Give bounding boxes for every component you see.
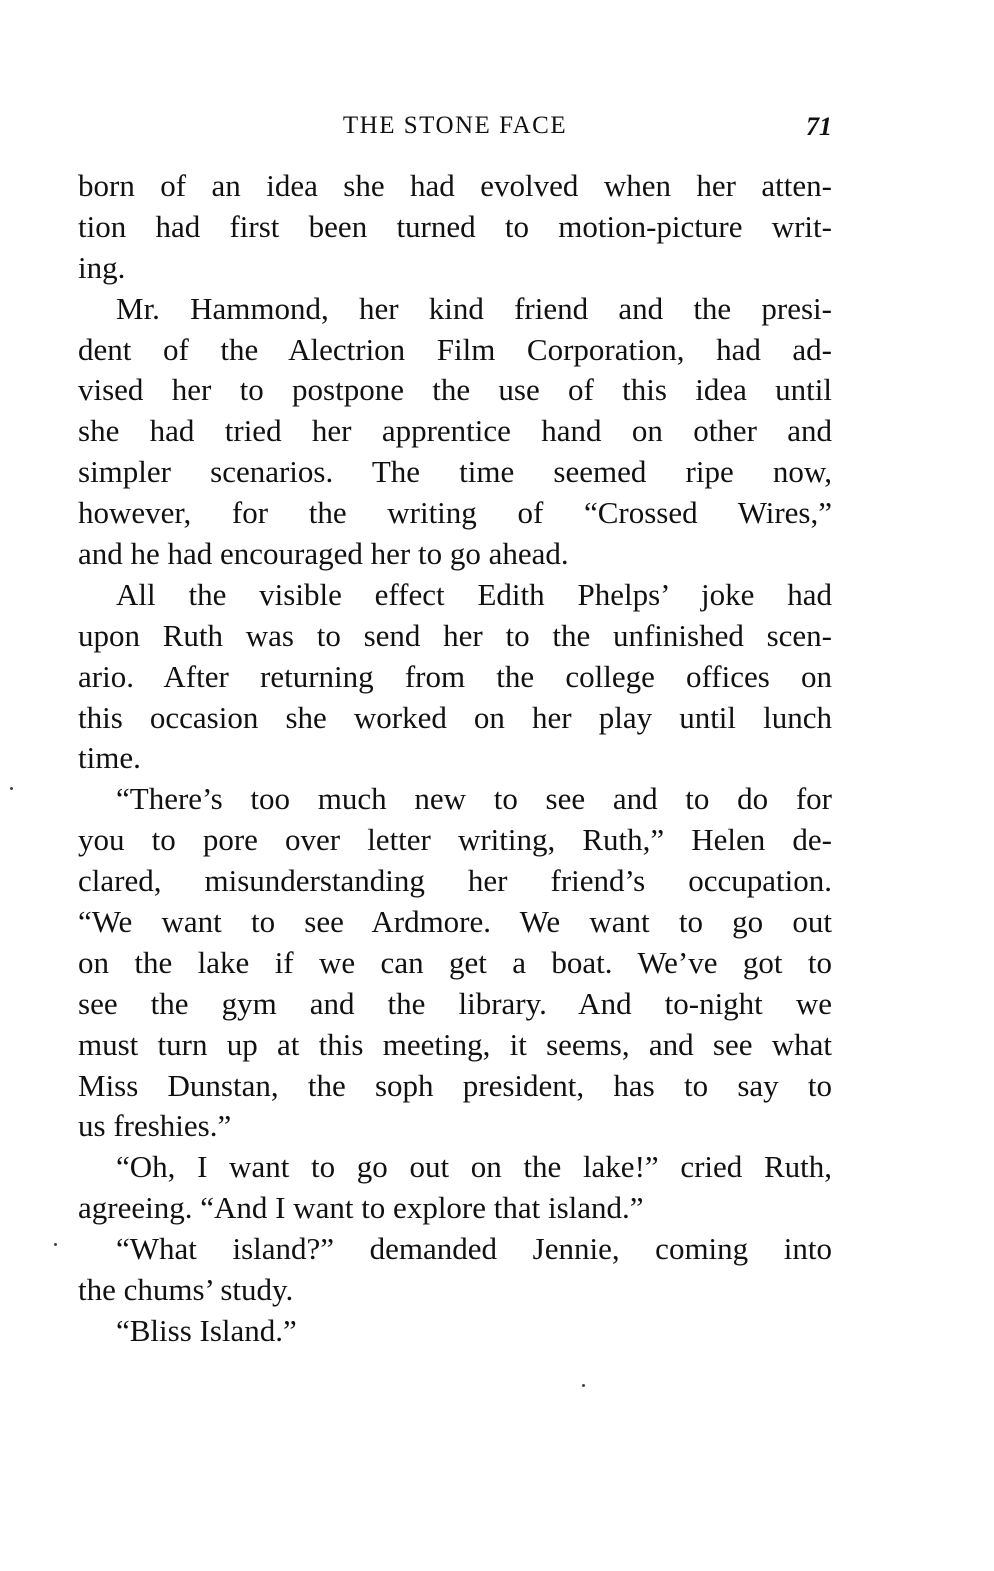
text-line: dent of the Alectrion Film Corporation, had ad- bbox=[78, 331, 832, 367]
print-speck bbox=[54, 1243, 57, 1246]
text-line: and he had encouraged her to go ahead. bbox=[78, 536, 569, 572]
text-line: this occasion she worked on her play until lunch bbox=[78, 699, 832, 735]
text-line: ario. After returning from the college offices on bbox=[78, 658, 832, 694]
paragraph-first-line: “Bliss Island.” bbox=[116, 1312, 297, 1348]
text-line: see the gym and the library. And to-night we bbox=[78, 985, 832, 1021]
print-speck bbox=[582, 1384, 585, 1387]
text-line: upon Ruth was to send her to the unfinished scen- bbox=[78, 617, 832, 653]
paragraph-first-line: “Oh, I want to go out on the lake!” cried Ruth, bbox=[116, 1149, 832, 1185]
text-line: us freshies.” bbox=[78, 1108, 232, 1144]
text-line: born of an idea she had evolved when her atten- bbox=[78, 168, 832, 203]
print-speck bbox=[10, 787, 13, 790]
text-line: time. bbox=[78, 740, 141, 776]
text-line: tion had first been turned to motion-picture writ- bbox=[78, 208, 832, 244]
text-line: vised her to postpone the use of this idea until bbox=[78, 372, 832, 408]
paragraph-first-line: “There’s too much new to see and to do for bbox=[116, 781, 832, 817]
text-line: she had tried her apprentice hand on other and bbox=[78, 413, 832, 449]
text-line: however, for the writing of “Crossed Wires,” bbox=[78, 495, 832, 531]
page-number: 71 bbox=[806, 112, 832, 141]
paragraph-first-line: “What island?” demanded Jennie, coming into bbox=[116, 1231, 832, 1267]
text-line: must turn up at this meeting, it seems, and see what bbox=[78, 1026, 832, 1062]
text-line: you to pore over letter writing, Ruth,” Helen de- bbox=[78, 822, 832, 858]
paragraph-first-line: Mr. Hammond, her kind friend and the presi- bbox=[116, 290, 832, 326]
body-text bbox=[78, 166, 832, 1352]
text-line: simpler scenarios. The time seemed ripe now, bbox=[78, 454, 832, 490]
page-header bbox=[78, 112, 832, 152]
running-head: THE STONE FACE bbox=[342, 112, 568, 139]
text-line: on the lake if we can get a boat. We’ve got to bbox=[78, 944, 832, 980]
text-line: agreeing. “And I want to explore that island.” bbox=[78, 1190, 644, 1226]
text-line: Miss Dunstan, the soph president, has to say to bbox=[78, 1067, 832, 1103]
paragraph-first-line: All the visible effect Edith Phelps’ joke had bbox=[116, 576, 832, 612]
text-line: “We want to see Ardmore. We want to go out bbox=[78, 904, 832, 940]
text-line: the chums’ study. bbox=[78, 1272, 294, 1308]
text-line: ing. bbox=[78, 249, 126, 285]
text-line: clared, misunderstanding her friend’s occupation. bbox=[78, 863, 832, 899]
